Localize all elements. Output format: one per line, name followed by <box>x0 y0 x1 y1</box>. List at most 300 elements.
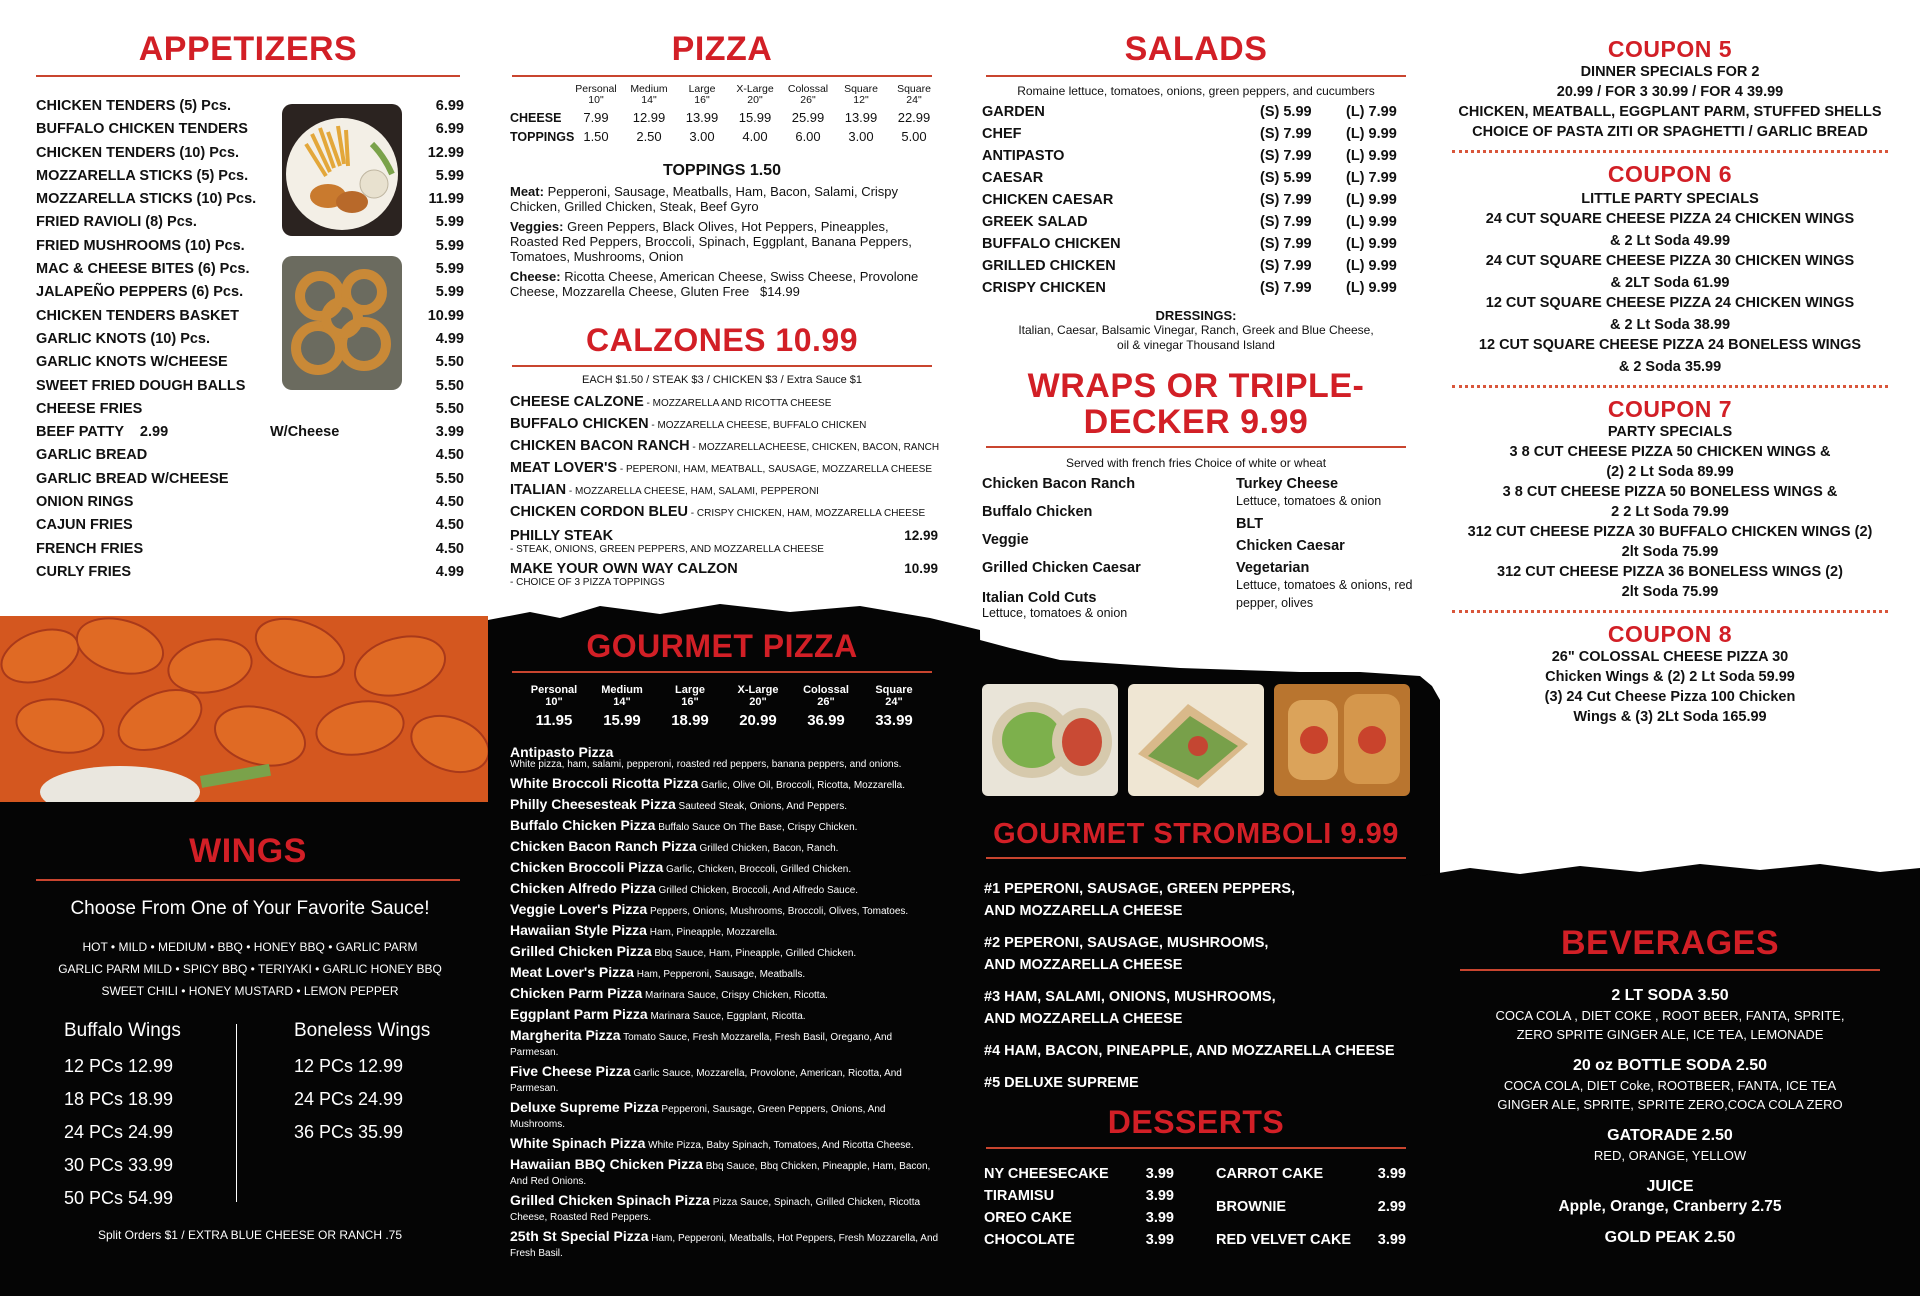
coupon-divider <box>1452 385 1888 388</box>
gourmet-name: Philly Cheesesteak Pizza <box>510 796 676 812</box>
beverage-line: COCA COLA, DIET Coke, ROOTBEER, FANTA, ICE TEA <box>1503 1078 1837 1093</box>
appetizer-row <box>36 517 464 540</box>
appetizer-name: CHEESE FRIES <box>36 400 143 417</box>
calzone-name: PHILLY STEAK <box>510 528 614 544</box>
dessert-name: CHOCOLATE <box>984 1232 1075 1248</box>
gourmet-name: Five Cheese Pizza <box>510 1063 631 1079</box>
gourmet-desc: Garlic, Olive Oil, Broccoli, Ricotta, Mozzarella. <box>698 780 905 791</box>
salad-name: CRISPY CHICKEN <box>982 280 1106 296</box>
coupon-line: 2lt Soda 75.99 <box>1621 584 1719 600</box>
salad-small-price: (S) 7.99 <box>1260 148 1312 164</box>
gourmet-desc: Marinara Sauce, Crispy Chicken, Ricotta. <box>642 990 828 1001</box>
appetizer-price: 6.99 <box>435 121 464 138</box>
wings-choose: Choose From One of Your Favorite Sauce! <box>70 898 430 919</box>
appetizer-name: MAC & CHEESE BITES (6) Pcs. <box>36 261 250 278</box>
wings-sauces <box>20 936 480 1002</box>
stromboli-item <box>984 878 1414 922</box>
pizza-title: PIZZA <box>671 30 773 68</box>
salad-name: ANTIPASTO <box>982 148 1065 164</box>
gourmet-size <box>660 684 720 729</box>
gourmet-size-name: Personal <box>530 684 578 696</box>
salad-small-price: (S) 7.99 <box>1260 192 1312 208</box>
appetizer-price: 5.50 <box>435 400 464 417</box>
appetizers-rule <box>36 75 460 77</box>
gourmet-name: Chicken Parm Pizza <box>510 985 643 1001</box>
buffalo-wings-item: 24 PCs 24.99 <box>64 1122 174 1142</box>
toppings-cheese: Cheese: Ricotta Cheese, American Cheese, Swiss Cheese, Provolone Cheese, Mozzarella Cheese, Gluten Free $14.99 <box>510 269 919 299</box>
beverages-rule <box>1460 969 1880 971</box>
wings-note: Split Orders $1 / EXTRA BLUE CHEESE OR RANCH .75 <box>97 1228 403 1242</box>
beverage-group <box>1460 1126 1880 1165</box>
appetizer-name: CHICKEN TENDERS BASKET <box>36 307 240 324</box>
salad-row <box>982 170 1410 192</box>
gourmet-desc: Garlic Sauce, Mozzarella, Provolone, American, Ricotta, And Parmesan. <box>510 1068 902 1094</box>
coupon-line: 20.99 / FOR 3 30.99 / FOR 4 39.99 <box>1556 84 1784 100</box>
salad-large-price: (L) 7.99 <box>1346 170 1397 186</box>
gourmet-rule <box>512 671 932 673</box>
wrap-item <box>1236 476 1416 510</box>
coupon-line: CHICKEN, MEATBALL, EGGPLANT PARM, STUFFED SHELLS <box>1458 104 1882 120</box>
wings-rule <box>36 879 460 881</box>
coupon-line: CHOICE OF PASTA ZITI OR SPAGHETTI / GARLIC BREAD <box>1472 124 1868 140</box>
pizza-size-inch: 14" <box>641 94 657 106</box>
salad-large-price: (L) 9.99 <box>1346 258 1397 274</box>
gourmet-name: Chicken Broccoli Pizza <box>510 859 664 875</box>
gourmet-size <box>592 684 652 729</box>
gourmet-desc: Ham, Pepperoni, Sausage, Meatballs. <box>633 969 806 980</box>
salad-row <box>982 192 1410 214</box>
beverage-head: 2 LT SODA 3.50 <box>1611 987 1729 1004</box>
calzone-row <box>510 394 938 416</box>
wrap-item <box>1236 560 1416 612</box>
calzone-row <box>510 438 938 460</box>
stromboli-line-1: #1 PEPERONI, SAUSAGE, GREEN PEPPERS, <box>984 881 1296 897</box>
gourmet-item <box>510 777 940 792</box>
calzones-section <box>512 322 932 367</box>
beverages-section <box>1460 924 1880 971</box>
pizza-size <box>835 84 887 106</box>
gourmet-item <box>510 746 940 771</box>
gourmet-title: GOURMET PIZZA <box>586 628 858 664</box>
dessert-price: 3.99 <box>1377 1232 1406 1248</box>
coupon-title: COUPON 7 <box>1607 396 1733 422</box>
pizza-size-inch: 12" <box>853 94 869 106</box>
gourmet-desc: Peppers, Onions, Mushrooms, Broccoli, Olives, Tomatoes. <box>647 906 909 917</box>
pizza-price: 25.99 <box>791 110 825 125</box>
buffalo-wings-item: 30 PCs 33.99 <box>64 1155 174 1175</box>
calzones-list <box>510 394 938 594</box>
calzone-name: ITALIAN <box>510 482 567 498</box>
dressings-line-1: Italian, Caesar, Balsamic Vinegar, Ranch, Greek and Blue Cheese, <box>1018 323 1374 337</box>
salad-large-price: (L) 9.99 <box>1346 280 1397 296</box>
buffalo-wings-list <box>64 1020 244 1221</box>
calzone-name: CHICKEN BACON RANCH <box>510 438 690 454</box>
beverage-head: GATORADE 2.50 <box>1607 1127 1733 1144</box>
gourmet-item <box>510 1065 940 1095</box>
desserts-right-list <box>1216 1166 1406 1265</box>
dessert-price: 2.99 <box>1377 1199 1406 1215</box>
gourmet-name: Chicken Alfredo Pizza <box>510 880 656 896</box>
wraps-left-list <box>982 476 1212 618</box>
toppings-meat: Meat: Pepperoni, Sausage, Meatballs, Ham, Bacon, Salami, Crispy Chicken, Grilled Chicken, Steak, Beef Gyro <box>510 184 899 214</box>
wrap-name: Italian Cold Cuts <box>982 590 1097 606</box>
salad-large-price: (L) 9.99 <box>1346 148 1397 164</box>
salad-large-price: (L) 9.99 <box>1346 236 1397 252</box>
gourmet-item <box>510 1029 940 1059</box>
coupon-line: 24 CUT SQUARE CHEESE PIZZA 24 CHICKEN WINGS <box>1485 211 1855 227</box>
gourmet-size <box>864 684 924 729</box>
coupon-block <box>1452 36 1888 142</box>
appetizer-name: ONION RINGS <box>36 494 134 511</box>
stromboli-line-1: #2 PEPERONI, SAUSAGE, MUSHROOMS, <box>984 935 1269 951</box>
wings-section <box>36 832 460 881</box>
stromboli-line-1: #4 HAM, BACON, PINEAPPLE, AND MOZZARELLA CHEESE <box>984 1043 1395 1059</box>
boneless-wings-item: 36 PCs 35.99 <box>294 1122 404 1142</box>
wrap-name: Turkey Cheese <box>1236 476 1339 492</box>
pizza-size-name: Square <box>897 83 931 95</box>
salad-name: GRILLED CHICKEN <box>982 258 1116 274</box>
pizza-size <box>676 84 728 106</box>
salad-name: CHICKEN CAESAR <box>982 192 1114 208</box>
wrap-name: BLT <box>1236 516 1264 532</box>
gourmet-name: Margherita Pizza <box>510 1027 621 1043</box>
dessert-price: 3.99 <box>1145 1210 1174 1226</box>
gourmet-item <box>510 1101 940 1131</box>
coupons-column <box>1452 36 1888 735</box>
coupon-line: 26" COLOSSAL CHEESE PIZZA 30 <box>1551 649 1789 665</box>
dessert-name: CARROT CAKE <box>1216 1166 1324 1182</box>
coupon-title: COUPON 6 <box>1607 161 1733 187</box>
pizza-row-prices <box>570 129 940 144</box>
calzone-name: BUFFALO CHICKEN <box>510 416 649 432</box>
appetizer-row <box>36 541 464 564</box>
sauces-line-1: HOT • MILD • MEDIUM • BBQ • HONEY BBQ • GARLIC PARM <box>82 940 418 954</box>
pizza-size <box>729 84 781 106</box>
salad-large-price: (L) 9.99 <box>1346 126 1397 142</box>
salad-small-price: (S) 7.99 <box>1260 214 1312 230</box>
dessert-row <box>1216 1199 1406 1232</box>
beverages-title: BEVERAGES <box>1561 924 1779 962</box>
pizza-size-inch: 24" <box>906 94 922 106</box>
calzone-desc: - MOZZARELLA AND RICOTTA CHEESE <box>643 398 832 409</box>
wraps-right-list <box>1236 476 1416 618</box>
pizza-row-label: TOPPINGS <box>510 130 575 144</box>
pizza-size-inch: 20" <box>747 94 763 106</box>
salad-small-price: (S) 7.99 <box>1260 258 1312 274</box>
appetizer-name: GARLIC BREAD <box>36 447 148 464</box>
pizza-price: 3.00 <box>689 129 715 144</box>
wraps-title-1: WRAPS OR TRIPLE- <box>1027 367 1365 405</box>
gourmet-size-inch: 26" <box>817 696 835 708</box>
wrap-item <box>982 504 1212 532</box>
pizza-size <box>888 84 940 106</box>
gourmet-desc: White Pizza, Baby Spinach, Tomatoes, And Ricotta Cheese. <box>645 1140 914 1151</box>
beverage-group <box>1460 986 1880 1044</box>
buffalo-wings-title: Buffalo Wings <box>64 1020 181 1041</box>
gourmet-item <box>510 1158 940 1188</box>
coupon-divider <box>1452 150 1888 153</box>
coupon-line: 12 CUT SQUARE CHEESE PIZZA 24 BONELESS WINGS <box>1478 337 1862 353</box>
salad-row <box>982 280 1410 302</box>
coupon-line: 3 8 CUT CHEESE PIZZA 50 CHICKEN WINGS & <box>1509 444 1831 460</box>
salad-small-price: (S) 5.99 <box>1260 170 1312 186</box>
salads-rule <box>986 75 1406 77</box>
gourmet-desc: Tomato Sauce, Fresh Mozzarella, Fresh Basil, Oregano, And Parmesan. <box>510 1032 893 1058</box>
stromboli-rule <box>986 857 1406 859</box>
dessert-row <box>1216 1166 1406 1199</box>
pizza-size-name: Colossal <box>787 83 829 95</box>
sauces-line-2: GARLIC PARM MILD • SPICY BBQ • TERIYAKI • GARLIC HONEY BBQ <box>58 962 442 976</box>
salad-row <box>982 236 1410 258</box>
coupon-line: LITTLE PARTY SPECIALS <box>1581 191 1759 207</box>
onion-rings-photo <box>282 256 402 390</box>
pizza-size <box>782 84 834 106</box>
calzone-desc: - CHOICE OF 3 PIZZA TOPPINGS <box>510 577 665 588</box>
calzone-row <box>510 482 938 504</box>
gourmet-name: Meat Lover's Pizza <box>510 964 634 980</box>
wings-title: WINGS <box>189 832 307 870</box>
calzone-price: 10.99 <box>904 561 938 576</box>
gourmet-item <box>510 882 940 897</box>
gourmet-item <box>510 903 940 918</box>
calzone-row <box>510 460 938 482</box>
salad-name: GARDEN <box>982 104 1045 120</box>
gourmet-section <box>512 628 932 673</box>
dressings-title: DRESSINGS: <box>1155 308 1237 323</box>
gourmet-name: Eggplant Parm Pizza <box>510 1006 648 1022</box>
wrap-name: Vegetarian <box>1236 560 1310 576</box>
gourmet-name: White Spinach Pizza <box>510 1135 646 1151</box>
calzones-title: CALZONES 10.99 <box>586 322 858 358</box>
salads-section <box>986 30 1406 77</box>
dessert-name: NY CHEESECAKE <box>984 1166 1109 1182</box>
pizza-size-inch: 16" <box>694 94 710 106</box>
pizza-size-name: Personal <box>575 83 617 95</box>
gourmet-item <box>510 1137 940 1152</box>
calzone-desc: - MOZZARELLA CHEESE, HAM, SALAMI, PEPPERONI <box>566 486 819 497</box>
dessert-name: TIRAMISU <box>984 1188 1055 1204</box>
wraps-title-2: DECKER 9.99 <box>1083 403 1309 441</box>
pizza-row-prices <box>570 110 940 125</box>
buffalo-wings-item: 18 PCs 18.99 <box>64 1089 174 1109</box>
calzones-rule <box>512 365 932 367</box>
wrap-item <box>982 476 1212 504</box>
appetizers-title: APPETIZERS <box>138 30 358 68</box>
appetizer-row <box>36 447 464 470</box>
appetizer-row <box>36 238 464 261</box>
pizza-rule <box>512 75 932 77</box>
gourmet-item <box>510 945 940 960</box>
gourmet-size-inch: 24" <box>885 696 903 708</box>
salad-row <box>982 214 1410 236</box>
gourmet-size <box>796 684 856 729</box>
appetizer-price: 6.99 <box>435 98 464 114</box>
gourmet-size-name: Colossal <box>803 684 849 696</box>
calzone-row <box>510 416 938 438</box>
chicken-fries-photo <box>282 104 402 236</box>
appetizer-price: 4.99 <box>435 563 464 580</box>
gourmet-item <box>510 861 940 876</box>
stromboli-item <box>984 1072 1414 1094</box>
dessert-name: RED VELVET CAKE <box>1216 1232 1352 1248</box>
stromboli-item <box>984 986 1414 1030</box>
appetizer-price: 5.99 <box>435 261 464 278</box>
beverages-list <box>1460 986 1880 1260</box>
gourmet-item <box>510 1230 940 1260</box>
pizza-section <box>512 30 932 77</box>
gourmet-desc: Pizza Sauce, Spinach, Grilled Chicken, Ricotta Cheese, Roasted Red Peppers. <box>510 1197 921 1223</box>
stromboli-line-2: AND MOZZARELLA CHEESE <box>984 903 1183 919</box>
stromboli-title: GOURMET STROMBOLI 9.99 <box>993 818 1399 850</box>
appetizer-price: 4.50 <box>435 447 464 464</box>
salads-subtitle: Romaine lettuce, tomatoes, onions, green peppers, and cucumbers <box>1017 84 1375 98</box>
salad-row <box>982 148 1410 170</box>
sauces-line-3: SWEET CHILI • HONEY MUSTARD • LEMON PEPPER <box>101 984 399 998</box>
beverage-head: JUICE <box>1646 1178 1694 1195</box>
dessert-row <box>984 1210 1174 1232</box>
gourmet-desc: Bbq Sauce, Ham, Pineapple, Grilled Chicken. <box>651 948 857 959</box>
beverage-line: ZERO SPRITE GINGER ALE, ICE TEA, LEMONADE <box>1516 1027 1824 1042</box>
dessert-price: 3.99 <box>1145 1232 1174 1248</box>
salad-small-price: (S) 7.99 <box>1260 126 1312 142</box>
pizza-size-name: X-Large <box>736 83 774 95</box>
gourmet-size-price: 15.99 <box>603 712 641 729</box>
gourmet-name: Deluxe Supreme Pizza <box>510 1099 659 1115</box>
beverage-head: 20 oz BOTTLE SODA 2.50 <box>1572 1057 1768 1074</box>
appetizer-name: CAJUN FRIES <box>36 517 133 534</box>
appetizer-price: 5.50 <box>435 377 464 394</box>
dessert-price: 3.99 <box>1377 1166 1406 1182</box>
calzone-name: CHEESE CALZONE <box>510 394 644 410</box>
gourmet-size-name: X-Large <box>737 684 779 696</box>
gourmet-desc: Grilled Chicken, Broccoli, And Alfredo Sauce. <box>655 885 859 896</box>
beverage-head: GOLD PEAK 2.50 <box>1604 1229 1736 1246</box>
gourmet-name: Antipasto Pizza <box>510 744 614 760</box>
appetizer-name: GARLIC KNOTS (10) Pcs. <box>36 330 211 347</box>
appetizer-name: CURLY FRIES <box>36 563 132 580</box>
wrap-item <box>982 560 1212 590</box>
desserts-section <box>986 1104 1406 1149</box>
pizza-size-inch: 26" <box>800 94 816 106</box>
salads-list <box>982 104 1410 302</box>
appetizer-row <box>36 494 464 517</box>
pizza-price: 2.50 <box>636 129 662 144</box>
gourmet-desc: Ham, Pepperoni, Meatballs, Hot Peppers, Fresh Mozzarella, And Fresh Basil. <box>510 1233 939 1259</box>
salad-row <box>982 126 1410 148</box>
appetizer-row <box>36 401 464 424</box>
dessert-row <box>984 1232 1174 1254</box>
desserts-left-list <box>984 1166 1174 1254</box>
coupon-line: DINNER SPECIALS FOR 2 <box>1580 64 1760 80</box>
gourmet-item <box>510 798 940 813</box>
salad-small-price: (S) 7.99 <box>1260 280 1312 296</box>
pizza-price-row <box>510 110 940 125</box>
boneless-wings-item: 24 PCs 24.99 <box>294 1089 404 1109</box>
gourmet-item <box>510 1008 940 1023</box>
calzone-row <box>510 504 938 526</box>
wrap-item <box>982 532 1212 560</box>
beverage-group <box>1460 1228 1880 1248</box>
gourmet-desc: Bbq Sauce, Bbq Chicken, Pineapple, Ham, Bacon, And Red Onions. <box>510 1161 931 1187</box>
gourmet-item <box>510 924 940 939</box>
coupon-divider <box>1452 610 1888 613</box>
wrap-name: Grilled Chicken Caesar <box>982 560 1141 576</box>
gourmet-name: Grilled Chicken Spinach Pizza <box>510 1192 710 1208</box>
appetizer-price: 4.50 <box>435 517 464 534</box>
gourmet-list <box>510 746 940 1266</box>
pizza-price-row <box>510 129 940 144</box>
salad-small-price: (S) 7.99 <box>1260 236 1312 252</box>
gourmet-name: Hawaiian Style Pizza <box>510 922 647 938</box>
calzone-desc: - MOZZARELLACHEESE, CHICKEN, BACON, RANCH <box>689 442 940 453</box>
pizza-size <box>623 84 675 106</box>
pizza-price: 3.00 <box>848 129 874 144</box>
appetizer-price: 5.50 <box>435 354 464 371</box>
calzone-name: MEAT LOVER'S <box>510 460 618 476</box>
wrap-desc: Lettuce, tomatoes & onion <box>982 606 1128 620</box>
gourmet-size-table <box>524 684 924 729</box>
pizza-price: 22.99 <box>897 110 931 125</box>
wings-divider <box>236 1024 237 1202</box>
coupon-line: 24 CUT SQUARE CHEESE PIZZA 30 CHICKEN WINGS <box>1485 253 1855 269</box>
calzone-desc: - CRISPY CHICKEN, HAM, MOZZARELLA CHEESE <box>688 508 926 519</box>
beverage-group <box>1460 1177 1880 1216</box>
gourmet-size-price: 20.99 <box>739 712 777 729</box>
coupon-block <box>1452 610 1888 727</box>
gourmet-item <box>510 1194 940 1224</box>
wraps-section <box>986 368 1406 448</box>
appetizer-option: W/Cheese <box>270 424 340 441</box>
appetizer-price: 12.99 <box>427 144 464 161</box>
gourmet-size-name: Large <box>675 684 705 696</box>
appetizer-price: 4.99 <box>435 330 464 347</box>
appetizer-price: 4.50 <box>435 494 464 511</box>
appetizer-price: 5.99 <box>435 167 464 184</box>
pizza-price: 15.99 <box>738 110 772 125</box>
boneless-wings-list <box>294 1020 474 1155</box>
buffalo-wings-item: 12 PCs 12.99 <box>64 1056 174 1076</box>
salad-name: CAESAR <box>982 170 1044 186</box>
calzone-desc: - STEAK, ONIONS, GREEN PEPPERS, AND MOZZARELLA CHEESE <box>510 544 824 555</box>
gourmet-size-inch: 14" <box>613 696 631 708</box>
stromboli-list <box>984 878 1414 1104</box>
pizza-price: 12.99 <box>632 110 666 125</box>
buffalo-wings-item: 50 PCs 54.99 <box>64 1188 174 1208</box>
calzone-row <box>510 528 938 544</box>
stromboli-line-2: AND MOZZARELLA CHEESE <box>984 957 1183 973</box>
gourmet-size-name: Medium <box>601 684 643 696</box>
wrap-item <box>1236 538 1416 554</box>
salad-name: BUFFALO CHICKEN <box>982 236 1121 252</box>
coupon-line: & 2LT Soda 61.99 <box>1610 275 1730 291</box>
coupon-line: 312 CUT CHEESE PIZZA 36 BONELESS WINGS (2) <box>1497 564 1843 580</box>
dessert-name: OREO CAKE <box>984 1210 1072 1226</box>
gourmet-desc: Marinara Sauce, Eggplant, Ricotta. <box>647 1011 806 1022</box>
appetizer-name: SWEET FRIED DOUGH BALLS <box>36 377 246 394</box>
coupon-title: COUPON 5 <box>1607 36 1733 62</box>
wrap-item <box>1236 516 1416 532</box>
gourmet-name: White Broccoli Ricotta Pizza <box>510 775 699 791</box>
coupon-line: (2) 2 Lt Soda 89.99 <box>1606 464 1734 480</box>
stromboli-item <box>984 1040 1414 1062</box>
dressings-line-2: oil & vinegar Thousand Island <box>1117 338 1275 352</box>
wrap-name: Chicken Bacon Ranch <box>982 476 1136 492</box>
toppings-title: TOPPINGS 1.50 <box>663 162 781 179</box>
gourmet-desc: Grilled Chicken, Bacon, Ranch. <box>696 843 839 854</box>
appetizer-price: 5.99 <box>435 284 464 301</box>
wrap-item <box>982 590 1212 618</box>
appetizer-name: BUFFALO CHICKEN TENDERS <box>36 121 248 138</box>
